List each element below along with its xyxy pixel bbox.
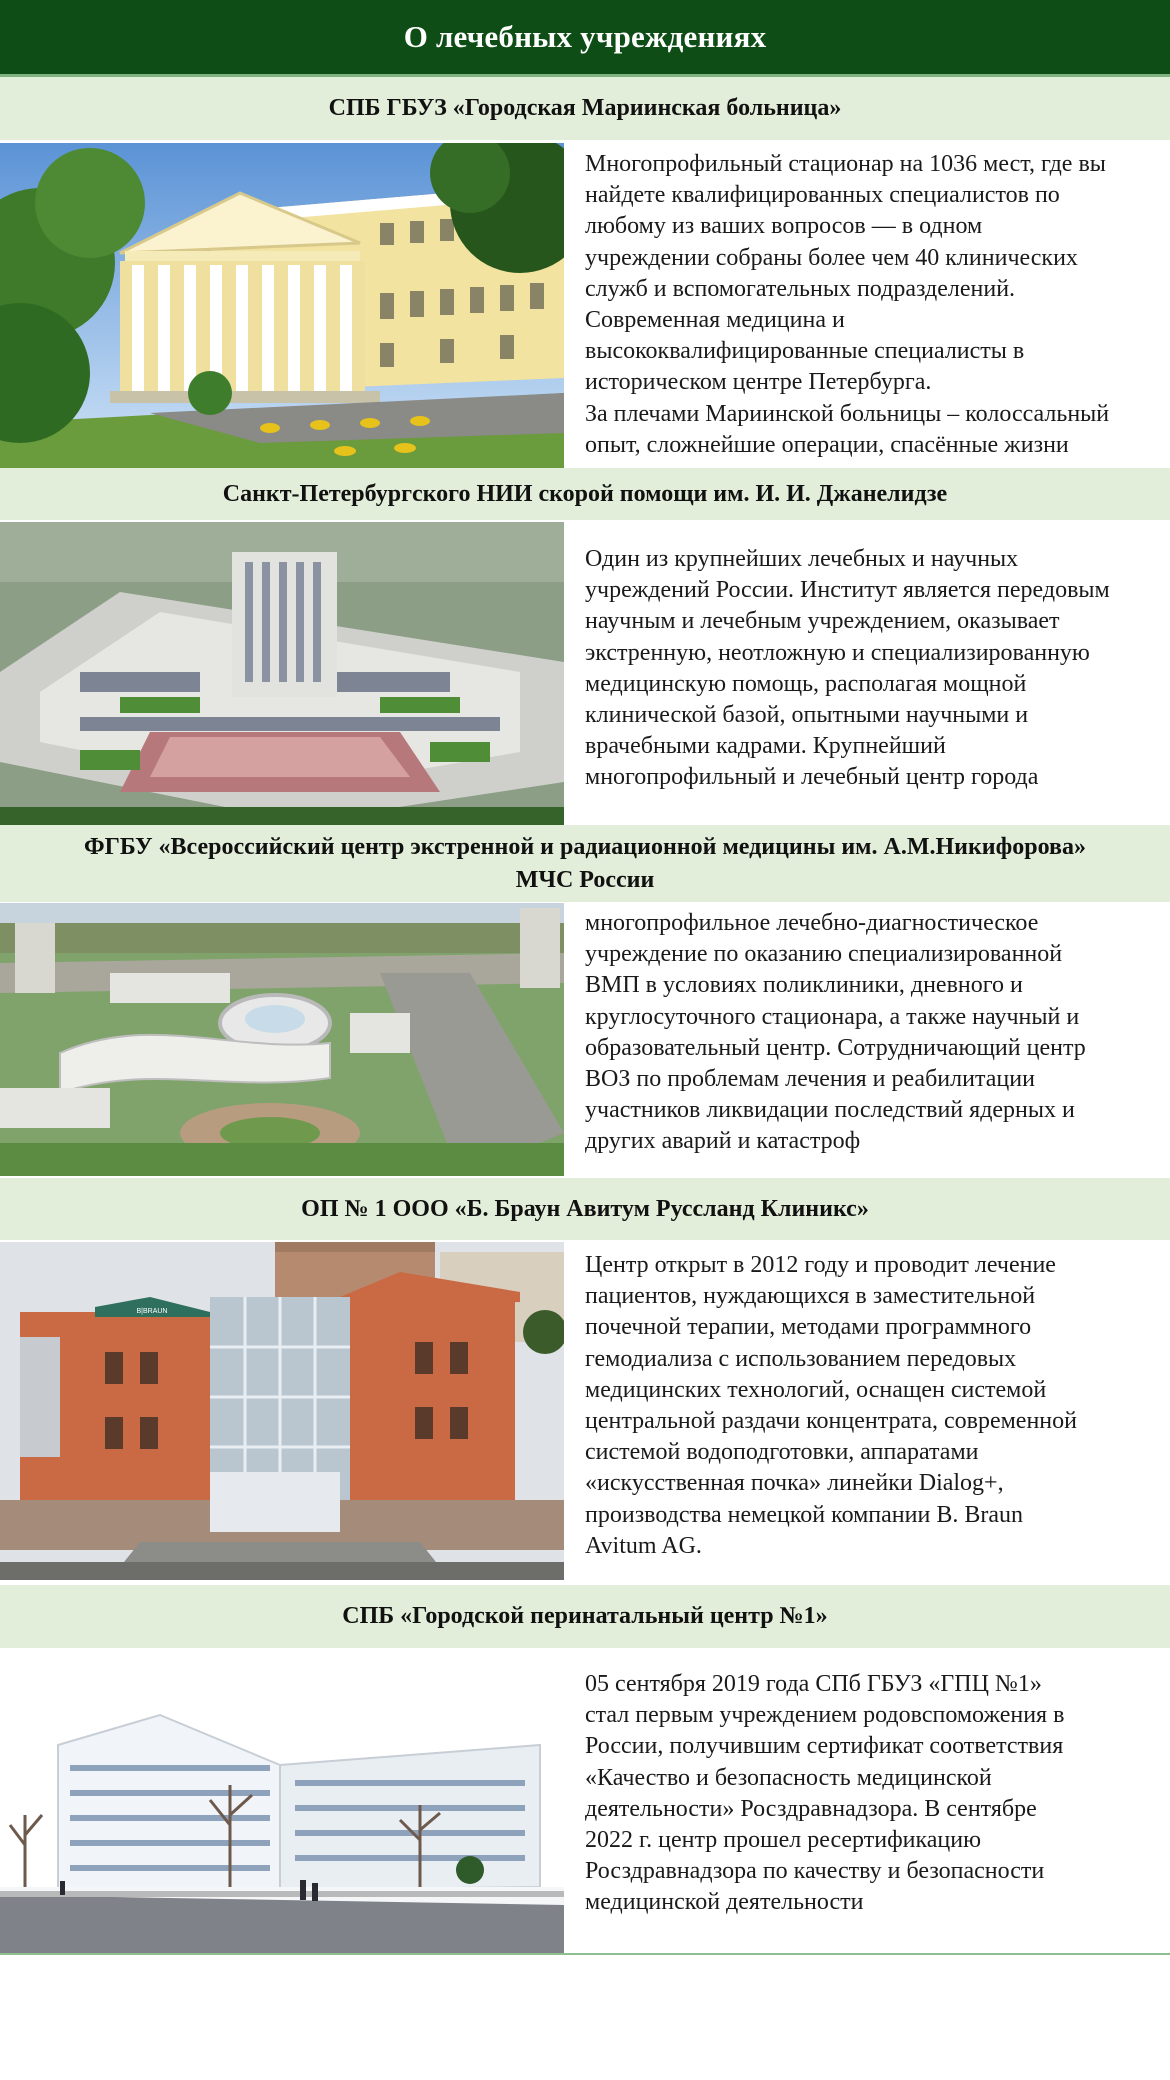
description-line: врачебными кадрами. Крупнейший [585, 733, 946, 760]
institution-5-title: СПБ «Городской перинатальный центр №1» [0, 1585, 1170, 1648]
institution-2-photo [0, 522, 564, 825]
description-line: «Качество и безопасность медицинской [585, 1764, 992, 1791]
description-line: стал первым учреждением родовспоможения в [585, 1702, 1065, 1729]
institution-4-photo [0, 1242, 564, 1580]
description-line: опыт, сложнейшие операции, спасённые жизни [585, 431, 1069, 458]
institution-1-title: СПБ ГБУЗ «Городская Мариинская больница» [0, 77, 1170, 140]
description-line: «искусственная почка» линейки Dialog+, [585, 1470, 1004, 1497]
description-line: ВМП в условиях поликлиники, дневного и [585, 972, 1023, 999]
page-title: О лечебных учреждениях [0, 0, 1170, 74]
description-line: многопрофильный и лечебный центр города [585, 764, 1039, 791]
institution-3-title-line2: МЧС России [515, 866, 655, 893]
perinatal-center-image [0, 1655, 564, 1953]
description-line: участников ликвидации последствий ядерных и [585, 1097, 1075, 1124]
institution-2-title: Санкт-Петербургского НИИ скорой помощи им. И. И. Джанелидзе [0, 468, 1170, 520]
dzhanelidze-institute-image [0, 522, 564, 825]
description-line: других аварий и катастроф [585, 1128, 861, 1155]
description-line: ВОЗ по проблемам лечения и реабилитации [585, 1066, 1035, 1093]
description-line: Avitum AG. [585, 1532, 702, 1559]
description-line: деятельности» Росздравнадзора. В сентябре [585, 1795, 1037, 1822]
institution-3-title [0, 825, 1170, 902]
description-line: научным и лечебным учреждением, оказывает [585, 608, 1060, 635]
description-line: многопрофильное лечебно-диагностическое [585, 910, 1039, 936]
institution-5-description [585, 1669, 1160, 1919]
description-line: историческом центре Петербурга. [585, 369, 932, 396]
description-line: Один из крупнейших лечебных и научных [585, 546, 1019, 572]
description-line: учреждений России. Институт является передовым [585, 577, 1110, 604]
institution-1-photo [0, 143, 564, 468]
description-line: пациентов, нуждающихся в заместительной [585, 1283, 1036, 1310]
description-line: медицинской деятельности [585, 1889, 864, 1916]
description-line: медицинских технологий, оснащен системой [585, 1376, 1047, 1403]
description-line: производства немецкой компании B. Braun [585, 1501, 1023, 1528]
mariinsky-hospital-image [0, 143, 564, 468]
description-line: России, получившим сертификат соответствия [585, 1733, 1064, 1760]
description-line: Современная медицина и [585, 307, 845, 334]
institution-3-title-line1: ФГБУ «Всероссийский центр экстренной и радиационной медицины им. А.М.Никифорова» [84, 833, 1086, 860]
institution-5-photo [0, 1655, 564, 1953]
institution-3-photo [0, 903, 564, 1176]
description-line: Многопрофильный стационар на 1036 мест, где вы [585, 151, 1106, 177]
bottom-divider [0, 1953, 1170, 1955]
description-line: Росздравнадзора по качеству и безопасности [585, 1858, 1045, 1885]
description-line: Центр открыт в 2012 году и проводит лечение [585, 1252, 1056, 1278]
description-line: образовательный центр. Сотрудничающий центр [585, 1034, 1086, 1061]
description-line: системой водоподготовки, аппаратами [585, 1439, 979, 1466]
nikiforov-center-image [0, 903, 564, 1176]
description-line: За плечами Мариинской больницы – колоссальный [585, 400, 1110, 427]
institution-3-description [585, 908, 1160, 1158]
institution-2-description [585, 544, 1160, 794]
description-line: центральной раздачи концентрата, современной [585, 1408, 1077, 1435]
description-line: почечной терапии, методами программного [585, 1314, 1032, 1341]
institution-4-description [585, 1250, 1160, 1562]
description-line: найдете квалифицированных специалистов по [585, 182, 1060, 209]
description-line: 2022 г. центр прошел ресертификацию [585, 1827, 982, 1854]
description-line: учреждение по оказанию специализированной [585, 941, 1063, 968]
description-line: медицинскую помощь, располагая мощной [585, 670, 1027, 697]
description-line: гемодиализа с использованием передовых [585, 1345, 1017, 1372]
description-line: служб и вспомогательных подразделений. [585, 275, 1016, 302]
description-line: экстренную, неотложную и специализированную [585, 639, 1090, 666]
b-braun-clinic-image [0, 1242, 564, 1580]
description-line: круглосуточного стационара, а также научный и [585, 1003, 1080, 1030]
description-line: любому из ваших вопросов — в одном [585, 213, 983, 240]
institution-1-description [585, 149, 1160, 461]
description-line: 05 сентября 2019 года СПб ГБУЗ «ГПЦ №1» [585, 1671, 1042, 1697]
description-line: учреждении собраны более чем 40 клинических [585, 244, 1078, 271]
institution-4-title: ОП № 1 ООО «Б. Браун Авитум Руссланд Клиникс» [0, 1178, 1170, 1240]
b-braun-sign-text: B|BRAUN [136, 1308, 168, 1315]
description-line: высококвалифицированные специалисты в [585, 338, 1025, 365]
description-line: клинической базой, опытными научными и [585, 702, 1029, 729]
